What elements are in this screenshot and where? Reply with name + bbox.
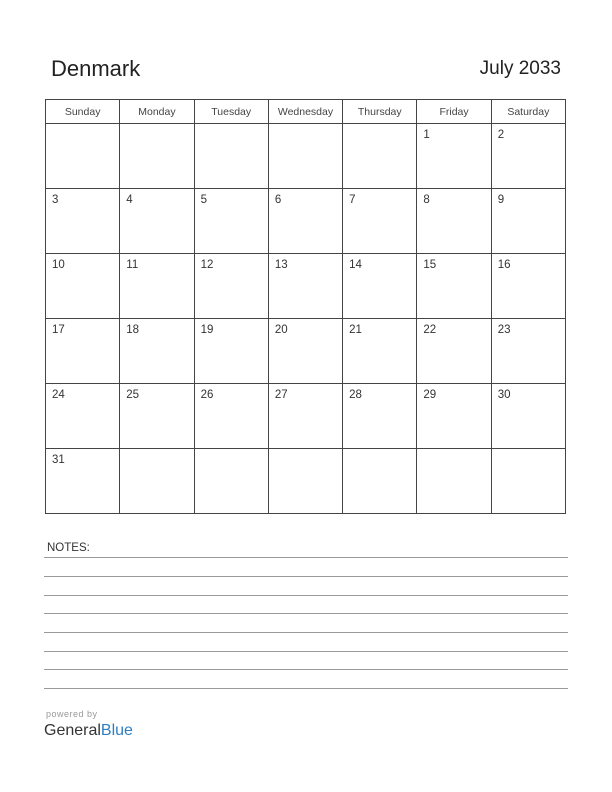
day-number: 31 bbox=[52, 454, 65, 466]
weekday-tuesday: Tuesday bbox=[194, 100, 268, 124]
weekday-saturday: Saturday bbox=[491, 100, 565, 124]
day-number: 30 bbox=[497, 389, 511, 401]
day-number bbox=[195, 449, 268, 453]
day-number: 9 bbox=[497, 194, 505, 206]
day-cell bbox=[194, 124, 268, 189]
notes-line bbox=[44, 576, 568, 577]
day-number: 15 bbox=[423, 259, 437, 271]
day-cell bbox=[46, 189, 120, 254]
day-cell bbox=[491, 449, 565, 514]
day-cell bbox=[343, 384, 417, 449]
week-row bbox=[46, 449, 566, 514]
day-cell bbox=[491, 254, 565, 319]
calendar-grid bbox=[45, 99, 566, 514]
day-number bbox=[120, 449, 193, 453]
day-number: 19 bbox=[200, 324, 214, 336]
day-cell bbox=[194, 449, 268, 514]
month-year-title: July 2033 bbox=[479, 58, 561, 79]
weekday-sunday: Sunday bbox=[46, 100, 120, 124]
day-number: 25 bbox=[126, 389, 140, 401]
day-cell bbox=[120, 189, 194, 254]
day-cell bbox=[491, 124, 565, 189]
day-number: 13 bbox=[274, 259, 288, 271]
day-number: 28 bbox=[349, 389, 362, 401]
day-cell bbox=[343, 254, 417, 319]
weekday-monday: Monday bbox=[120, 100, 194, 124]
notes-label: NOTES: bbox=[47, 542, 90, 554]
day-number: 10 bbox=[52, 259, 65, 271]
day-cell bbox=[194, 254, 268, 319]
day-cell bbox=[343, 124, 417, 189]
day-number: 4 bbox=[126, 194, 133, 206]
brand-blue: Blue bbox=[100, 722, 133, 739]
day-number: 22 bbox=[423, 324, 437, 336]
day-cell bbox=[417, 449, 491, 514]
week-row bbox=[46, 384, 566, 449]
week-row bbox=[46, 124, 566, 189]
day-cell bbox=[194, 189, 268, 254]
day-number: 21 bbox=[349, 324, 362, 336]
brand-general: General bbox=[44, 722, 101, 739]
notes-line bbox=[44, 632, 568, 633]
day-cell bbox=[343, 449, 417, 514]
week-row bbox=[46, 254, 566, 319]
day-cell bbox=[46, 254, 120, 319]
day-number: 6 bbox=[274, 194, 282, 206]
day-cell bbox=[268, 254, 342, 319]
day-number: 3 bbox=[52, 194, 59, 206]
day-number: 1 bbox=[423, 129, 430, 141]
day-cell bbox=[268, 124, 342, 189]
day-cell bbox=[120, 449, 194, 514]
day-cell bbox=[343, 189, 417, 254]
day-number: 17 bbox=[52, 324, 65, 336]
week-row bbox=[46, 319, 566, 384]
country-title: Denmark bbox=[51, 56, 141, 81]
notes-line bbox=[44, 688, 568, 689]
day-number bbox=[269, 449, 342, 453]
weekday-wednesday: Wednesday bbox=[268, 100, 342, 124]
day-number: 29 bbox=[423, 389, 437, 401]
day-number bbox=[492, 449, 565, 453]
day-number: 26 bbox=[200, 389, 214, 401]
day-cell bbox=[417, 254, 491, 319]
day-cell bbox=[491, 189, 565, 254]
day-number: 18 bbox=[126, 324, 140, 336]
day-cell bbox=[120, 319, 194, 384]
day-number bbox=[343, 124, 416, 128]
weekday-friday: Friday bbox=[417, 100, 491, 124]
day-cell bbox=[46, 124, 120, 189]
notes-line bbox=[44, 613, 568, 614]
day-number: 24 bbox=[52, 389, 65, 401]
brand-logo bbox=[44, 721, 133, 741]
day-cell bbox=[268, 449, 342, 514]
day-cell bbox=[491, 319, 565, 384]
day-number bbox=[417, 449, 490, 453]
day-cell bbox=[268, 319, 342, 384]
powered-by-text: powered by bbox=[46, 709, 98, 719]
day-cell bbox=[120, 124, 194, 189]
day-cell bbox=[46, 449, 120, 514]
day-number: 16 bbox=[497, 259, 511, 271]
day-cell bbox=[194, 384, 268, 449]
day-number: 14 bbox=[349, 259, 362, 271]
day-cell bbox=[417, 319, 491, 384]
day-cell bbox=[417, 384, 491, 449]
day-number bbox=[46, 124, 119, 128]
day-cell bbox=[268, 189, 342, 254]
day-number: 20 bbox=[274, 324, 288, 336]
week-row bbox=[46, 189, 566, 254]
day-number: 12 bbox=[200, 259, 214, 271]
day-cell bbox=[491, 384, 565, 449]
day-number: 5 bbox=[200, 194, 207, 206]
day-cell bbox=[417, 189, 491, 254]
day-number bbox=[120, 124, 193, 128]
notes-line bbox=[44, 557, 568, 558]
day-number: 23 bbox=[497, 324, 511, 336]
weekday-header-row bbox=[46, 100, 566, 124]
day-number: 7 bbox=[349, 194, 356, 206]
day-number: 8 bbox=[423, 194, 430, 206]
day-number: 27 bbox=[274, 389, 288, 401]
weekday-thursday: Thursday bbox=[343, 100, 417, 124]
day-cell bbox=[343, 319, 417, 384]
day-cell bbox=[46, 384, 120, 449]
day-cell bbox=[417, 124, 491, 189]
day-cell bbox=[268, 384, 342, 449]
day-cell bbox=[194, 319, 268, 384]
notes-line bbox=[44, 651, 568, 652]
day-cell bbox=[46, 319, 120, 384]
day-cell bbox=[120, 254, 194, 319]
notes-line bbox=[44, 595, 568, 596]
day-number: 11 bbox=[126, 259, 139, 271]
day-cell bbox=[120, 384, 194, 449]
notes-line bbox=[44, 669, 568, 670]
day-number bbox=[343, 449, 416, 453]
day-number bbox=[269, 124, 342, 128]
day-number: 2 bbox=[497, 129, 505, 141]
day-number bbox=[195, 124, 268, 128]
